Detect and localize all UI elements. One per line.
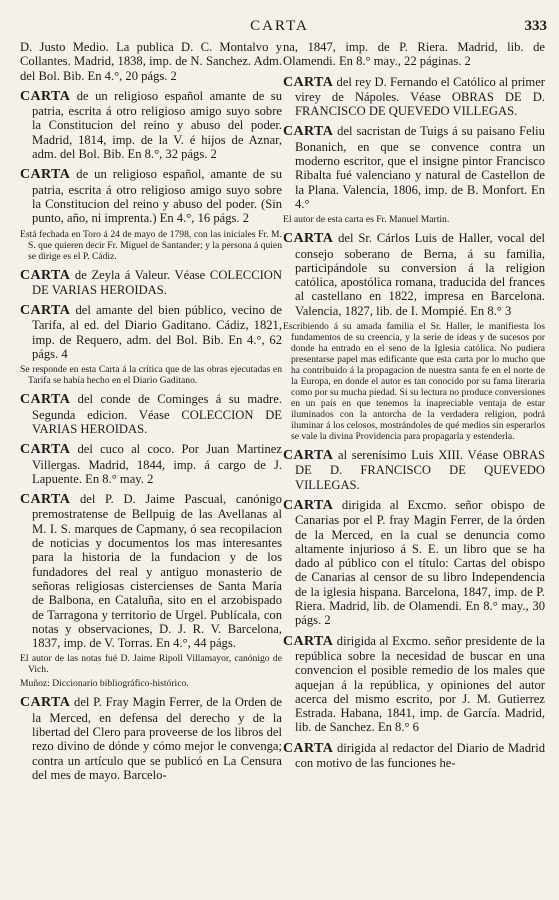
entry-text: de un religioso español amante de su patria, escrita á otro religioso amigo suyo sobre la Constitucion del reino y abuso del poder. Madrid, 1814, imp. de la V. é hijos de Aznar, adm. del Bol. Bib. En 8.°, 32 págs. 2	[32, 88, 282, 162]
entry-text: dirigida al redactor del Diario de Madrid con motivo de las funciones he-	[295, 740, 546, 770]
catalog-entry	[20, 392, 282, 436]
entry-text: del amante del bien público, vecino de Tarifa, al ed. del Diario Gaditano. Cádiz, 1821, imp. de Requero, adm. del Bol. Bib. En 4.°, 62 págs. 4	[32, 303, 282, 362]
catalog-entry	[283, 634, 545, 735]
entry-note: Muñoz: Diccionario bibliográfico-histórico.	[20, 678, 189, 690]
right-column	[283, 40, 545, 776]
entry-text: del conde de Cominges á su madre. Segunda edicion. Véase COLECCION DE VARIAS HEROIDAS.	[32, 392, 282, 436]
entry-note: El autor de las notas fué D. Jaime Ripoll Villamayor, canónigo de Vich.	[20, 653, 282, 676]
catalog-entry	[20, 695, 282, 782]
catalog-entry	[20, 442, 282, 486]
entry-text: del P. Fray Magin Ferrer, de la Orden de la Merced, en defensa del derecho y de la libertad del Clero para proveerse de los libros del rezo divino de dónde y cómo mejor le convenga; contra un artículo que se publicó en La Censura del mes de mayo. Barcelo-	[32, 695, 282, 782]
catalog-entry	[20, 167, 282, 225]
left-column	[20, 40, 282, 788]
entry-text: al serenísimo Luis XIII. Véase OBRAS DE D. FRANCISCO DE QUEVEDO VILLEGAS.	[295, 448, 546, 492]
entry-text: del rey D. Fernando el Católico al primer virey de Nápoles. Véase OBRAS DE D. FRANCISCO DE QUEVEDO VILLEGAS.	[295, 74, 545, 119]
entry-note: Se responde en esta Carta á la crítica que de las obras ejecutadas en Tarifa se había hecho en el Diario Gaditano.	[20, 364, 282, 387]
entry-headword: CARTA	[20, 392, 71, 408]
page-header	[0, 14, 559, 38]
entry-note: Está fechada en Toro á 24 de mayo de 1798, con las iniciales Fr. M. S. que quieren decir Fr. Miguel de Santander; y la persona á quien se dirige es el P. Cádiz.	[20, 228, 282, 262]
entry-text: del sacristan de Tuigs á su paisano Feliu Bonanich, en que se convence contra un moderno escritor, que el insigne pintor Francisco Ribalta fué valenciano y natural de Castellon de la Plana. Valencia, 1806, imp. de B. Monfort. En 4.°	[295, 124, 545, 211]
entry-headword: CARTA	[283, 740, 334, 756]
entry-continuation	[20, 40, 282, 83]
catalog-entry	[20, 268, 282, 298]
entry-headword: CARTA	[20, 88, 71, 104]
catalog-entry	[283, 741, 545, 771]
entry-headword: CARTA	[283, 74, 334, 90]
catalog-entry	[283, 498, 545, 628]
entry-headword: CARTA	[20, 442, 71, 458]
entry-continuation	[283, 40, 545, 69]
catalog-entry	[20, 303, 282, 361]
catalog-entry	[283, 75, 545, 119]
entry-headword: CARTA	[283, 231, 334, 247]
entry-text: de un religioso español, amante de su patria, escrita á otro religioso amigo suyo sobre la Constitucion del reino y abuso del poder. (Sin punto, año, ni imprenta.) En 4.°, 16 págs. 2	[32, 167, 282, 226]
entry-headword: CARTA	[20, 303, 71, 319]
entry-text: dirigida al Excmo. señor obispo de Canarias por el P. fray Magin Ferrer, de la órden de la Merced, en la cual se denuncia como altamente injurioso á S. E. un libro que se ha dado al público con el título: Cartas del obispo de Canarias al censor de su libro Independencia de la iglesia hispana. Barcelona, 1847, imp. de P. Riera. Madrid, lib. de Olamendi. En 8.° may., 30 págs. 2	[295, 497, 545, 628]
entry-text: del Sr. Cárlos Luis de Haller, vocal del consejo soberano de Berna, á su familia, participándole su conversion á la religion católica, apostólica romana, traducida del frances al castellano en 1822, impresa en Barcelona. Valencia, 1827, lib. de I. Mompié. En 8.° 3	[295, 231, 546, 318]
catalog-entry	[20, 492, 282, 650]
page-number: 333	[524, 18, 547, 34]
entry-headword: CARTA	[283, 497, 334, 513]
entry-text: dirigida al Excmo. señor presidente de la república sobre la necesidad de buscar en una convencion el posible remedio de los males que aquejan á la república, y opiniones del autor acerca del mismo escrito, por J. M. Gutierrez Estrada. Habana, 1841, imp. de García. Madrid, lib. de Sanchez. En 8.° 6	[295, 633, 545, 735]
entry-headword: CARTA	[283, 124, 334, 140]
running-head: CARTA	[250, 18, 309, 34]
entry-text: na, 1847, imp. de P. Riera. Madrid, lib. de Olamendi. En 8.° may., 22 páginas. 2	[283, 40, 545, 69]
entry-headword: CARTA	[283, 448, 334, 464]
entry-text: del cuco al coco. Por Juan Martinez Villergas. Madrid, 1844, imp. á cargo de J. Lapuente. En 8.° may. 2	[32, 442, 282, 486]
entry-headword: CARTA	[20, 267, 71, 283]
entry-text: del P. D. Jaime Pascual, canónigo premostratense de Bellpuig de las Avellanas al M. I. S. marques de Capmany, ó sea recopilacion de noticias y documentos los mas interesantes para la historia de la fundacion y de los fundadores del real y antiguo monasterio de señoras religiosas cistercienses de Santa María de Balbona, en Cataluña, sito en el arzobispado de Tarragona y territorio de Urgel. Publícala, con notas y observaciones, D. J. R. V. Barcelona, 1837, imp. de V. Torras. En 4.°, 44 págs.	[32, 492, 282, 651]
catalog-entry	[283, 231, 545, 318]
entry-note: El autor de esta carta es Fr. Manuel Martin.	[283, 214, 450, 226]
entry-text: D. Justo Medio. La publica D. C. Montalvo y Collantes. Madrid, 1838, imp. de N. Sanchez. Adm. del Bol. Bib. En 4.°, 20 págs. 2	[20, 40, 282, 83]
entry-headword: CARTA	[20, 492, 71, 508]
catalog-entry	[283, 448, 545, 492]
entry-headword: CARTA	[20, 167, 71, 183]
catalog-entry	[20, 89, 282, 161]
entry-headword: CARTA	[283, 633, 334, 649]
catalog-entry	[283, 124, 545, 211]
entry-text: de Zeyla á Valeur. Véase COLECCION DE VARIAS HEROIDAS.	[32, 267, 282, 297]
entry-note: Escribiendo á su amada familia el Sr. Haller, le manifiesta los fundamentos de su creencia, y la serie de ideas y de sucesos por donde ha entrado en el seno de la Iglesia católica. No pudiera presentarse papel mas edificante que esta carta por lo mucho que ha contribuido á la propagacion de nuestra santa fe en el norte de la Europa, en donde el autor es tan conocido por su fama literaria como por su mucha piedad. Si su lectura no produce conversiones en un país en que tenemos la inapreciable ventaja de estar iluminados con la antorcha de la verdadera religion, podrá iluminar á los celosos, mostrándoles de qué medios sin esperarlos se vale la divina Providencia para propagarla y estenderla.	[283, 321, 545, 443]
entry-headword: CARTA	[20, 695, 71, 711]
